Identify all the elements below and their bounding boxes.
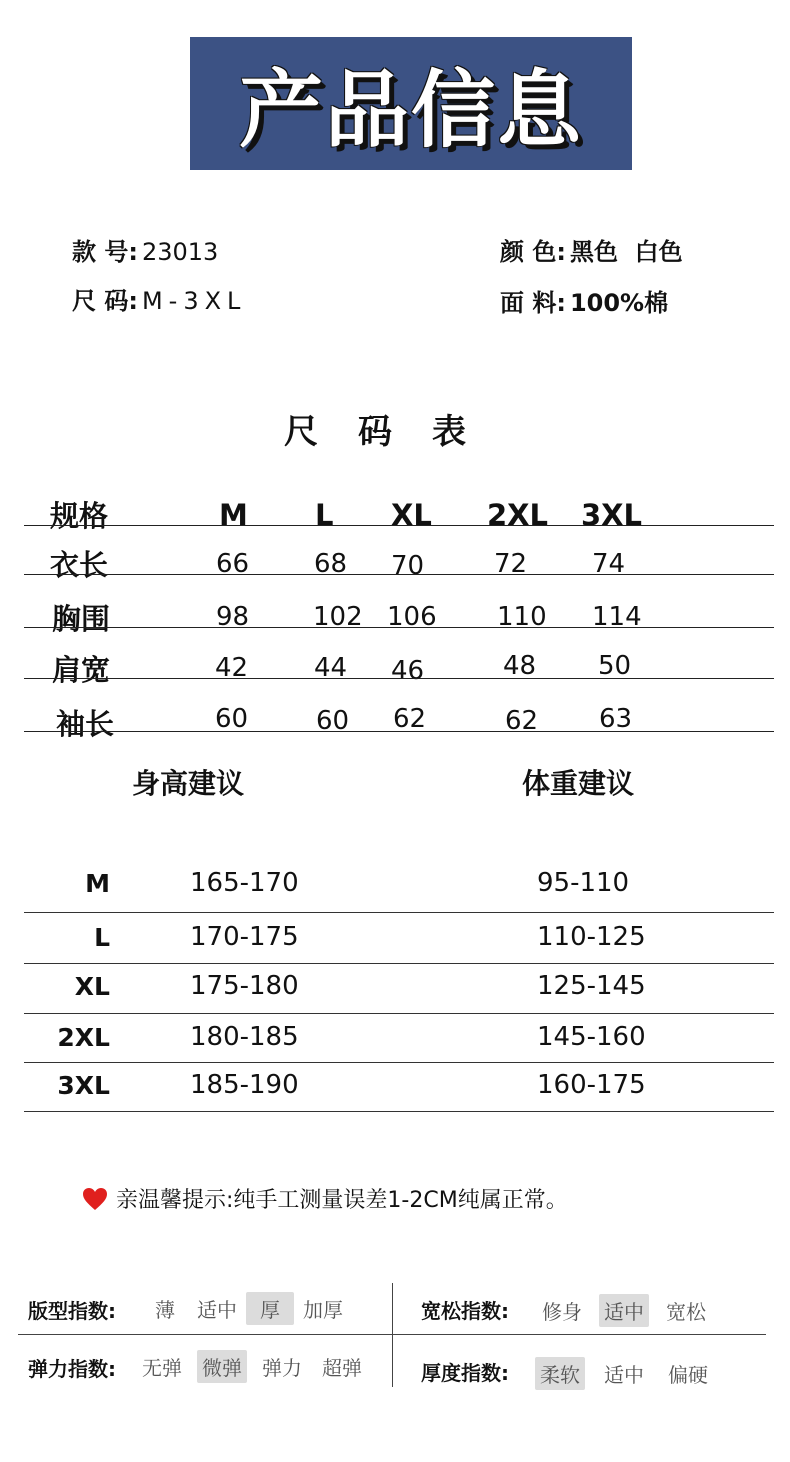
fit-option: 适中 (197, 1298, 237, 1322)
size-chart-cell: 66 (216, 549, 250, 579)
looseness-option: 修身 (542, 1300, 582, 1324)
heart-icon (82, 1187, 108, 1211)
recommend-height: 170-175 (190, 922, 299, 952)
fit-option: 厚 (246, 1292, 294, 1325)
looseness-index-options (537, 1294, 711, 1327)
size-chart-divider (24, 627, 774, 628)
size-chart-divider (24, 678, 774, 679)
size-chart-cell: 44 (314, 653, 348, 683)
recommend-size: XL (74, 972, 110, 1001)
page-title: 产品信息 (238, 61, 583, 159)
recommend-size: 2XL (57, 1023, 110, 1052)
fit-option: 加厚 (303, 1298, 343, 1322)
recommend-weight: 160-175 (537, 1070, 646, 1100)
elasticity-option: 弹力 (262, 1356, 302, 1380)
size-chart-divider (24, 574, 774, 575)
recommend-height: 165-170 (190, 868, 299, 898)
recommend-divider (24, 912, 774, 913)
care-tip-text: 亲温馨提示:纯手工测量误差1-2CM纯属正常。 (116, 1188, 568, 1213)
recommend-weight: 145-160 (537, 1022, 646, 1052)
weight-recommend-title: 体重建议 (522, 767, 635, 800)
size-chart-header-2xl: 2XL (487, 498, 549, 532)
size-chart-cell: 46 (391, 656, 425, 686)
care-tip (82, 1183, 568, 1214)
size-chart-row-label: 胸围 (52, 602, 111, 636)
thickness-index-options (535, 1357, 713, 1390)
recommend-height: 175-180 (190, 971, 299, 1001)
size-chart-header-3xl: 3XL (581, 498, 643, 532)
fabric-info (500, 283, 668, 318)
size-chart-row-label: 肩宽 (52, 653, 111, 687)
recommend-size: M (85, 869, 110, 898)
index-table-vdivider (392, 1283, 393, 1387)
height-recommend-title: 身高建议 (132, 767, 245, 800)
elasticity-option: 微弹 (197, 1350, 247, 1383)
recommend-weight: 125-145 (537, 971, 646, 1001)
thickness-option: 适中 (604, 1363, 644, 1387)
elasticity-index-label: 弹力指数: (28, 1357, 116, 1381)
size-chart-cell: 62 (393, 704, 427, 734)
size-chart-header-l: L (315, 498, 334, 532)
size-chart-cell: 74 (592, 549, 626, 579)
size-chart-cell: 70 (391, 551, 425, 581)
size-chart-row-label: 衣长 (50, 548, 109, 582)
fabric-label: 面 料: (500, 289, 566, 317)
size-chart-cell: 106 (387, 602, 437, 632)
recommend-divider (24, 1062, 774, 1063)
looseness-option: 宽松 (666, 1300, 706, 1324)
size-chart-cell: 110 (497, 602, 547, 632)
recommend-height: 180-185 (190, 1022, 299, 1052)
thickness-index-label: 厚度指数: (421, 1361, 509, 1385)
size-chart-title: 尺码表 (284, 412, 506, 452)
header-banner (190, 37, 632, 170)
elasticity-option: 无弹 (142, 1356, 182, 1380)
color-value: 黑色 白色 (569, 238, 683, 266)
size-chart-cell: 72 (494, 549, 528, 579)
thickness-option: 偏硬 (668, 1363, 708, 1387)
size-chart-cell: 50 (598, 651, 632, 681)
elasticity-option: 超弹 (322, 1356, 362, 1380)
size-chart-cell: 62 (505, 706, 539, 736)
size-range-value: M-3XL (141, 287, 247, 315)
size-chart-header-xl: XL (391, 498, 432, 532)
recommend-height: 185-190 (190, 1070, 299, 1100)
size-chart-header-spec: 规格 (50, 499, 109, 533)
size-chart-cell: 60 (316, 706, 350, 736)
size-chart-header-m: M (219, 498, 248, 532)
style-number (72, 232, 218, 267)
size-chart-cell: 114 (592, 602, 642, 632)
color-label: 颜 色: (500, 238, 566, 266)
size-chart-cell: 60 (215, 704, 249, 734)
size-range-label: 尺 码: (72, 287, 138, 315)
size-range (72, 281, 246, 316)
recommend-divider (24, 963, 774, 964)
recommend-size: L (94, 923, 110, 952)
recommend-divider (24, 1013, 774, 1014)
size-chart-row-label: 袖长 (56, 707, 115, 741)
fabric-value: 100%棉 (569, 289, 669, 317)
recommend-divider (24, 1111, 774, 1112)
size-chart-cell: 102 (313, 602, 363, 632)
size-chart-cell: 63 (599, 704, 633, 734)
size-chart-divider (24, 525, 774, 526)
style-number-value: 23013 (141, 238, 219, 266)
size-chart-divider (24, 731, 774, 732)
style-number-label: 款 号: (72, 238, 138, 266)
recommend-size: 3XL (57, 1071, 110, 1100)
fit-index-label: 版型指数: (28, 1299, 116, 1323)
elasticity-index-options (137, 1350, 367, 1383)
recommend-weight: 95-110 (537, 868, 630, 898)
thickness-option: 柔软 (535, 1357, 585, 1390)
recommend-weight: 110-125 (537, 922, 646, 952)
size-chart-cell: 48 (503, 651, 537, 681)
color-info (500, 232, 683, 267)
size-chart-cell: 42 (215, 653, 249, 683)
looseness-option: 适中 (599, 1294, 649, 1327)
fit-option: 薄 (155, 1298, 175, 1322)
size-chart-cell: 68 (314, 549, 348, 579)
size-chart-cell: 98 (216, 602, 250, 632)
looseness-index-label: 宽松指数: (421, 1299, 509, 1323)
fit-index-options (150, 1292, 348, 1325)
